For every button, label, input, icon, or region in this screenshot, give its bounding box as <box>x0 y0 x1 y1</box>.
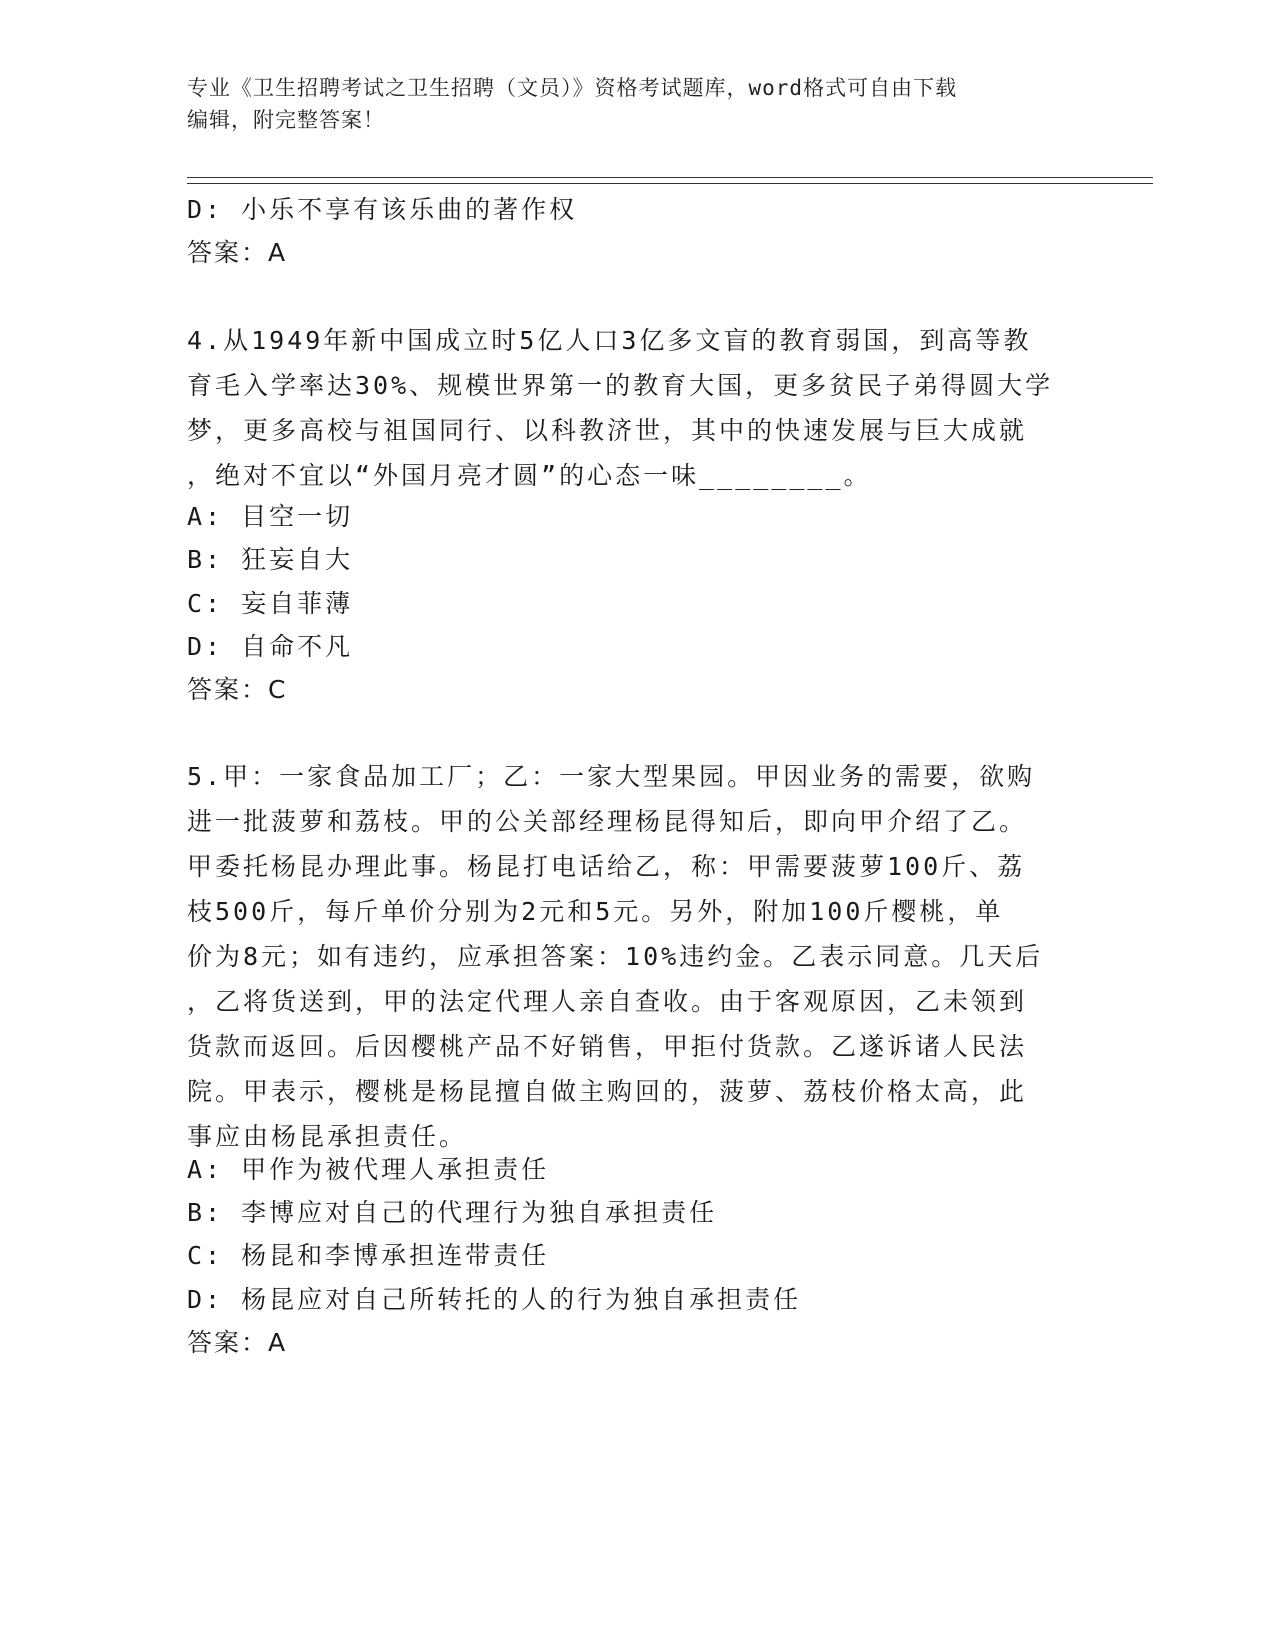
q5-option-c: C: 杨昆和李博承担连带责任 <box>187 1241 550 1270</box>
q5-stem-row: 院。甲表示，樱桃是杨昆擅自做主购回的，菠萝、荔枝价格太高，此 <box>187 1077 1028 1106</box>
q5-stem-row: 货款而返回。后因樱桃产品不好销售，甲拒付货款。乙遂诉诸人民法 <box>187 1032 1028 1061</box>
q5-stem <box>187 754 1087 1159</box>
q4-option-a: A: 目空一切 <box>187 502 354 531</box>
page-header <box>187 72 1087 136</box>
q4-stem <box>187 318 1087 498</box>
q4-stem-row: ，绝对不宜以“外国月亮才圆”的心态一味________。 <box>187 461 872 490</box>
q4-answer: 答案：C <box>187 675 288 704</box>
q4-stem-row: 4.从1949年新中国成立时5亿人口3亿多文盲的教育弱国，到高等教 <box>187 326 1032 355</box>
q3-option-d: D: 小乐不享有该乐曲的著作权 <box>187 195 578 224</box>
q4-option-b: B: 狂妄自大 <box>187 545 354 574</box>
header-line-1: 专业《卫生招聘考试之卫生招聘（文员）》资格考试题库，word格式可自由下载 <box>187 76 958 100</box>
q5-stem-row: 5.甲：一家食品加工厂；乙：一家大型果园。甲因业务的需要，欲购 <box>187 762 1036 791</box>
q4-option-d: D: 自命不凡 <box>187 632 354 661</box>
q5-stem-row: ，乙将货送到，甲的法定代理人亲自查收。由于客观原因，乙未领到 <box>187 987 1028 1016</box>
q5-stem-row: 枝500斤，每斤单价分别为2元和5元。另外，附加100斤樱桃，单 <box>187 897 1004 926</box>
header-divider-bottom <box>187 183 1153 184</box>
q3-answer: 答案：A <box>187 238 288 267</box>
q5-option-b: B: 李博应对自己的代理行为独自承担责任 <box>187 1198 718 1227</box>
q4-stem-row: 育毛入学率达30%、规模世界第一的教育大国，更多贫民子弟得圆大学 <box>187 371 1054 400</box>
q5-answer: 答案：A <box>187 1328 288 1357</box>
q5-stem-row: 进一批菠萝和荔枝。甲的公关部经理杨昆得知后，即向甲介绍了乙。 <box>187 807 1028 836</box>
header-line-2: 编辑，附完整答案！ <box>187 108 385 132</box>
q5-stem-row: 事应由杨昆承担责任。 <box>187 1122 468 1151</box>
q4-option-c: C: 妄自菲薄 <box>187 589 354 618</box>
q5-stem-row: 甲委托杨昆办理此事。杨昆打电话给乙，称：甲需要菠萝100斤、荔 <box>187 852 1026 881</box>
q4-stem-row: 梦，更多高校与祖国同行、以科教济世，其中的快速发展与巨大成就 <box>187 416 1028 445</box>
q5-option-d: D: 杨昆应对自己所转托的人的行为独自承担责任 <box>187 1285 802 1314</box>
q5-option-a: A: 甲作为被代理人承担责任 <box>187 1155 550 1184</box>
q5-stem-row: 价为8元；如有违约，应承担答案：10%违约金。乙表示同意。几天后 <box>187 942 1044 971</box>
header-divider-top <box>187 177 1153 178</box>
